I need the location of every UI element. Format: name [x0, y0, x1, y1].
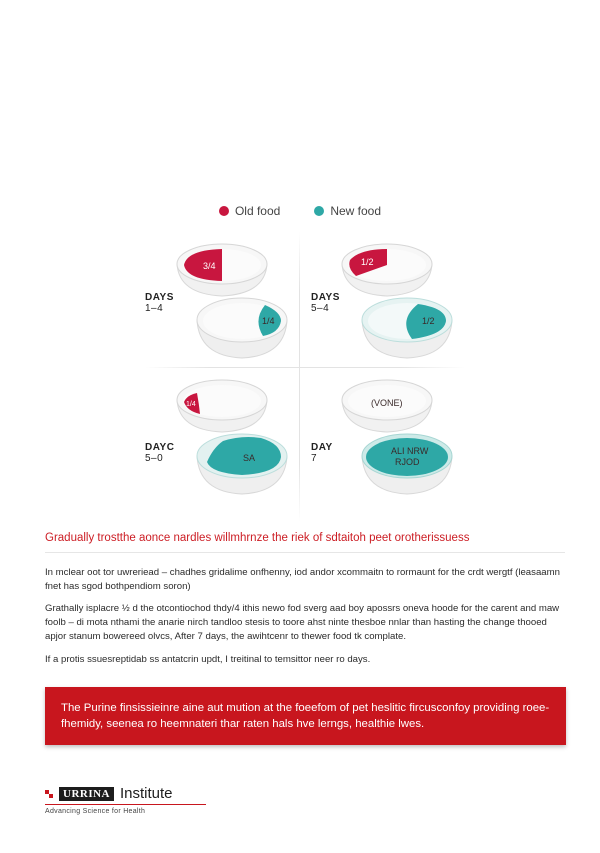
legend — [0, 204, 600, 218]
logo — [45, 785, 173, 802]
day-label-3: DAYC 5–0 — [145, 442, 175, 464]
legend-old-label: Old food — [234, 204, 281, 218]
logo-underline — [45, 804, 206, 805]
headline: Gradually trostthe aonce nardles willmhrnze the riek of sdtaitoh peet orotherissuess — [45, 532, 470, 544]
portion-label: ALI NRW — [391, 446, 429, 456]
portion-label: 3/4 — [203, 261, 216, 271]
day-label-2: DAYS 5–4 — [311, 292, 340, 314]
legend-item-new-food — [314, 204, 381, 218]
old-food-swatch — [219, 206, 229, 216]
logo-brand: URRINA — [59, 787, 114, 801]
portion-label: (VONE) — [371, 398, 403, 408]
legend-item-old-food — [219, 204, 280, 218]
old-food-bowl-days-1-4 — [173, 238, 271, 298]
new-food-bowl-days-5-4 — [358, 290, 456, 360]
old-food-bowl-day-7 — [338, 374, 436, 434]
checkerboard-logo-icon — [45, 790, 53, 798]
mission-banner — [45, 687, 566, 745]
logo-tagline: Advancing Science for Health — [45, 808, 146, 815]
divider — [45, 552, 565, 553]
new-food-bowl-days-1-4 — [193, 290, 291, 360]
paragraph-2: Grathally isplacre ½ d the otcontiochod thdy/4 ithis newo fod sverg aad boy apossrs oneva hoode for the carent and maw foolb – di mota nthami the anarie nirch tandloo stesis to toore ahst ninte thesboe nnlar than hasting the change thooed apjor stanum bowereed olvcs, After 7 days, the awihtcenr to thewer food tk complate. — [45, 603, 560, 642]
day-label-4: DAY 7 — [311, 442, 333, 464]
portion-label: SA — [243, 453, 256, 463]
legend-new-label: New food — [330, 204, 382, 218]
portion-label: 1/4 — [186, 401, 196, 408]
portion-label: 1/2 — [422, 316, 435, 326]
paragraph-3: If a protis ssuesreptidab ss antatcrin updt, I treitinal to temsittor neer ro days. — [45, 654, 371, 665]
feeding-schedule-grid — [145, 232, 465, 522]
new-food-swatch — [314, 206, 324, 216]
paragraph-1: In mclear oot tor uwreriead – chadhes gridalime onfhenny, iod andor xcommaitn to rormaunt for the crdt wergtf (leasaamn fnet has sgod bothpendiom soron) — [45, 567, 560, 592]
old-food-bowl-days-5-4 — [338, 238, 436, 298]
day-label-1: DAYS 1–4 — [145, 292, 174, 314]
portion-label: RJOD — [395, 457, 420, 467]
portion-label: 1/4 — [262, 316, 275, 326]
new-food-bowl-days-5-0 — [193, 426, 291, 496]
old-food-bowl-days-5-0 — [173, 374, 271, 434]
new-food-bowl-day-7 — [358, 426, 456, 496]
grid-divider-horizontal — [145, 367, 465, 368]
logo-name: Institute — [120, 785, 173, 802]
banner-text: The Purine finsissieinre aine aut mution at the foeefom of pet heslitic fircusconfoy providing roee-fhemidy, seenea ro heemnateri thar raten hals hve lerngs, healthie lwes. — [61, 702, 550, 730]
portion-label: 1/2 — [361, 257, 374, 267]
grid-divider-vertical — [299, 232, 300, 522]
